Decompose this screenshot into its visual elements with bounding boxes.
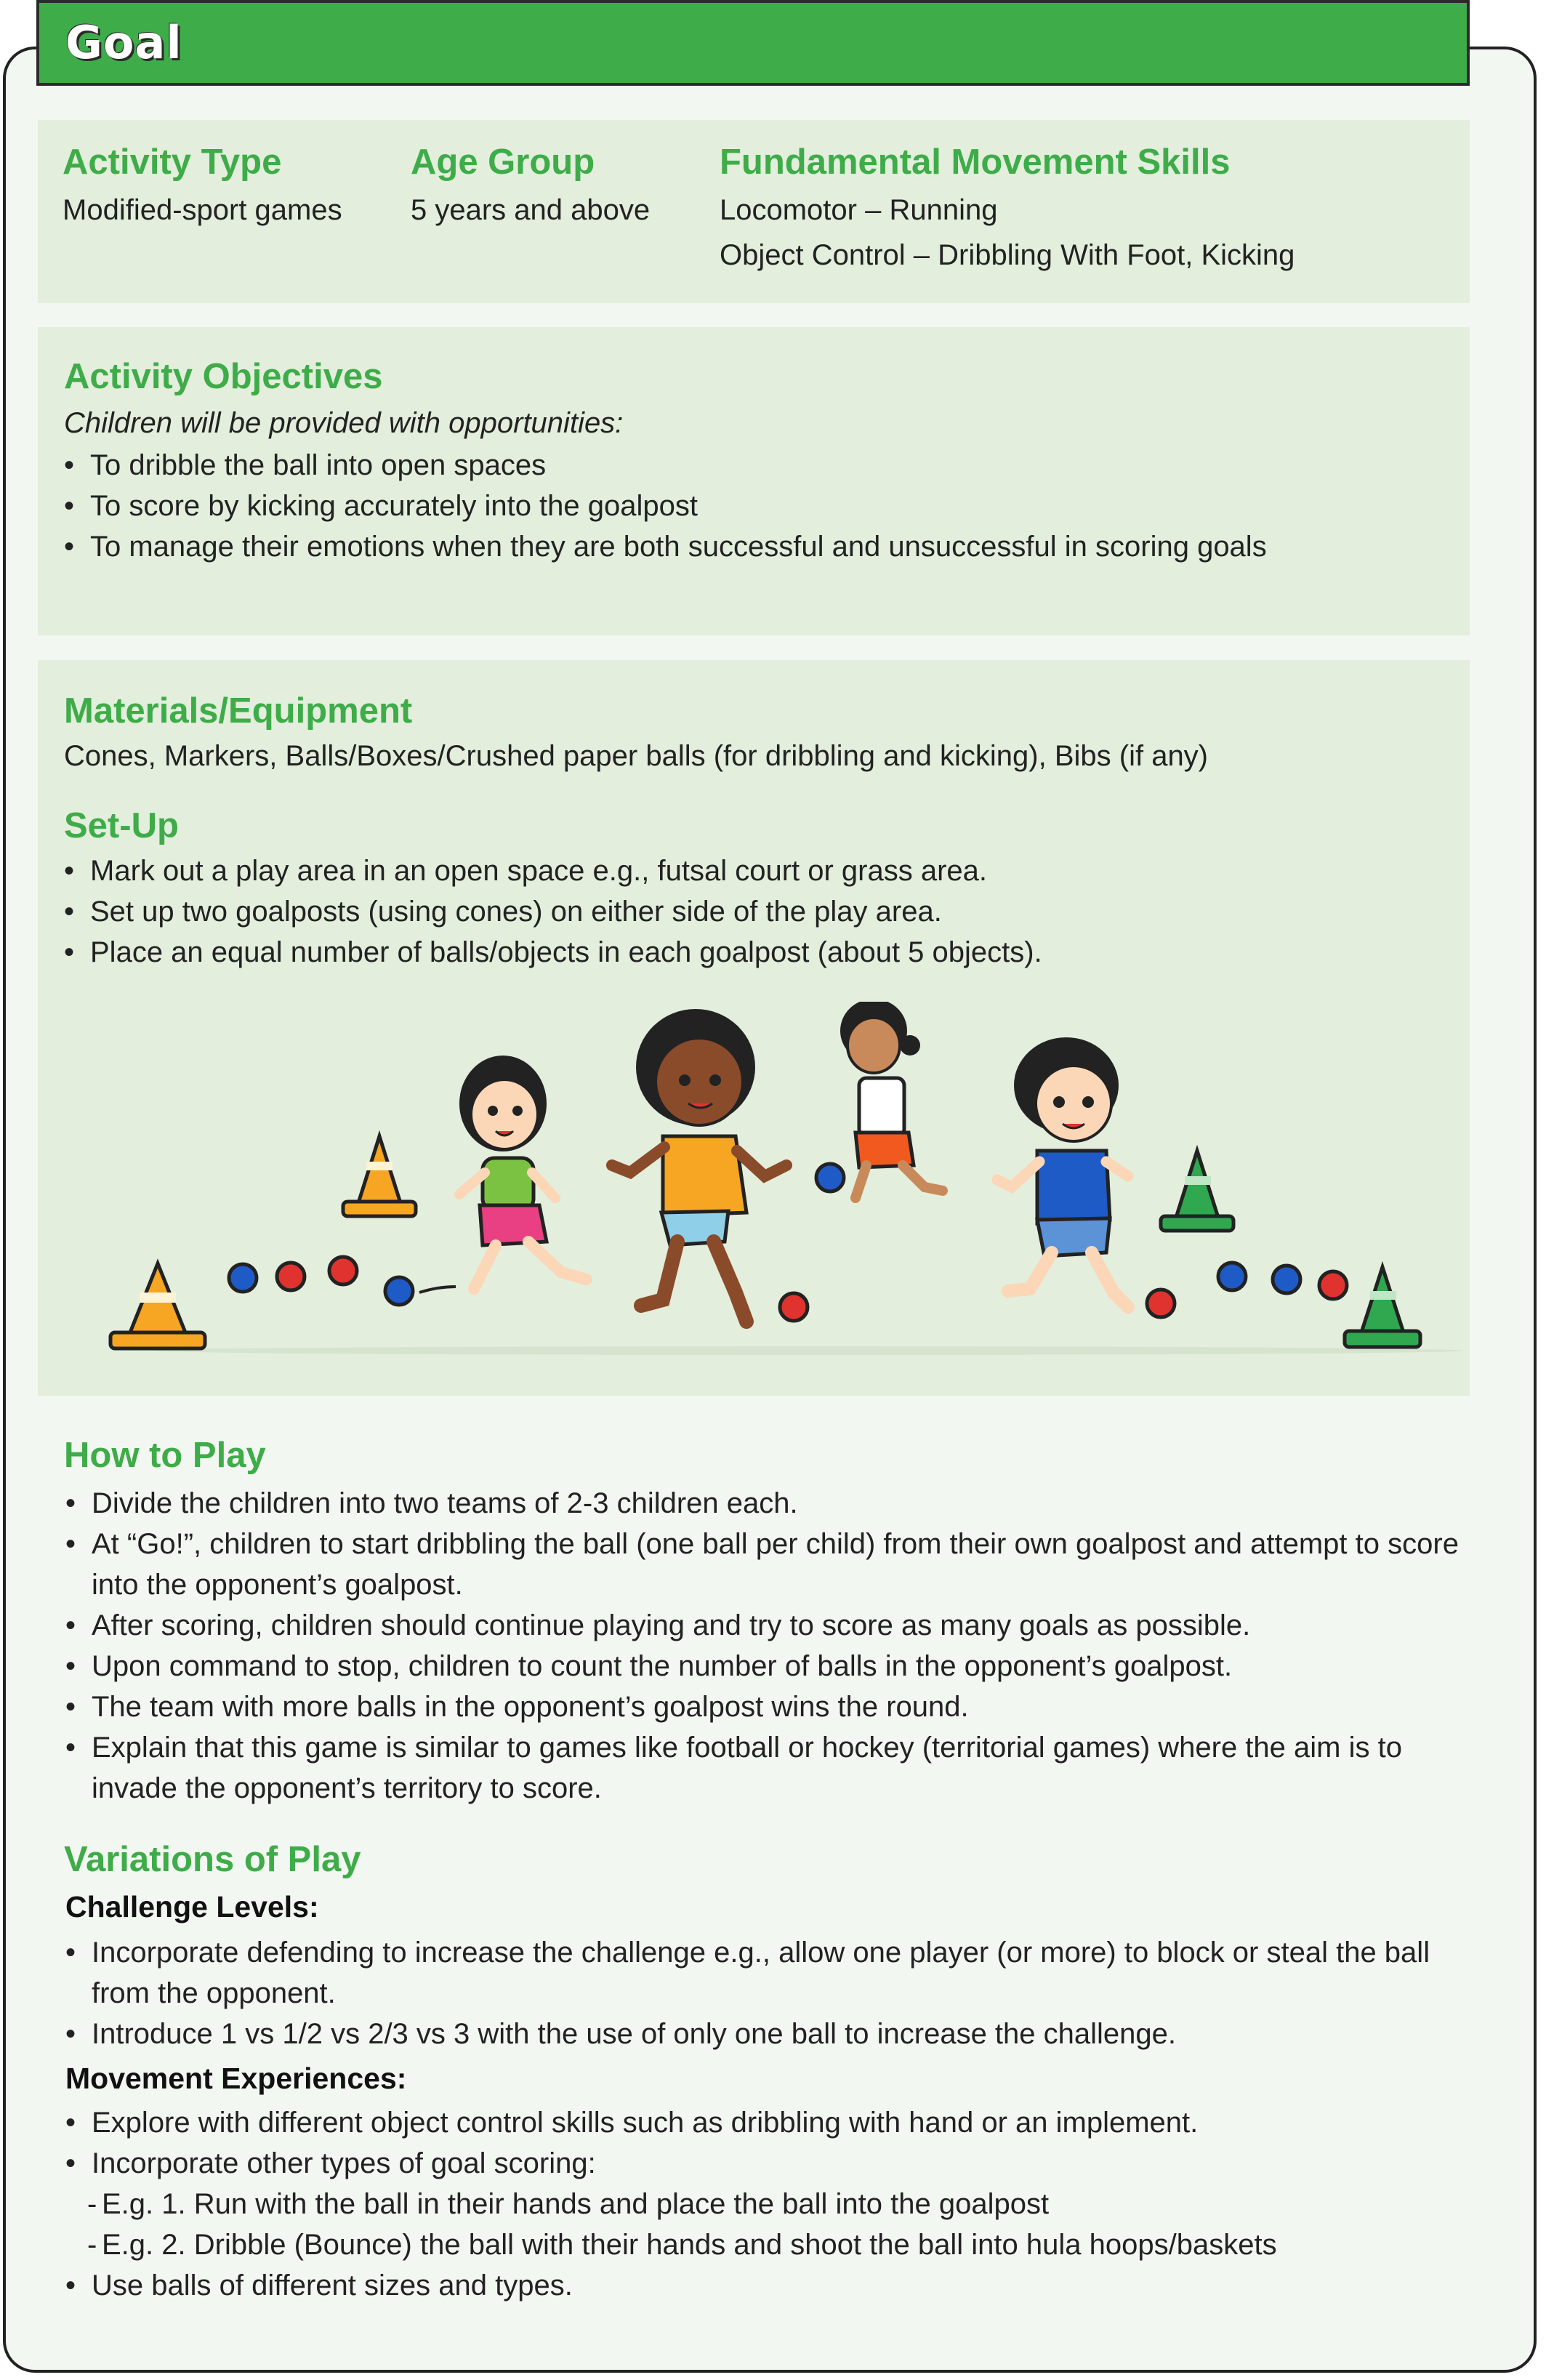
list-item: • To score by kicking accurately into the goalpost [64, 486, 1445, 526]
list-item: • Mark out a play area in an open space e.g., futsal court or grass area. [64, 851, 1445, 891]
list-item: • At “Go!”, children to start dribbling the ball (one ball per child) from their own goalpost and attempt to score into the opponent’s goalpost. [65, 1524, 1490, 1605]
children-playing-illustration [38, 1002, 1470, 1394]
challenge-levels-heading: Challenge Levels: [65, 1890, 319, 1923]
page-title: Goal [65, 16, 182, 69]
blue-ball-icon [1273, 1266, 1300, 1293]
skills-label: Fundamental Movement Skills [720, 142, 1231, 182]
list-item: • Explore with different object control skills such as dribbling with hand or an implement. [65, 2102, 1490, 2143]
red-ball-icon [1147, 1290, 1175, 1317]
activity-type-value: Modified-sport games [63, 194, 342, 226]
objectives-panel [38, 327, 1470, 635]
movement-sub-list [65, 2184, 1490, 2265]
how-to-play-heading: How to Play [64, 1436, 266, 1475]
blue-ball-icon [229, 1264, 257, 1292]
list-item: • Explain that this game is similar to games like football or hockey (territorial games) where the aim is to invade the opponent’s territory to score. [65, 1727, 1490, 1809]
list-item: • The team with more balls in the opponent’s goalpost wins the round. [65, 1686, 1490, 1727]
challenge-levels-list [65, 1932, 1490, 2054]
list-item: • Place an equal number of balls/objects in each goalpost (about 5 objects). [64, 932, 1445, 973]
orange-cone-icon [343, 1136, 416, 1216]
skills-line-1: Locomotor – Running [720, 194, 998, 226]
activity-type-label: Activity Type [63, 142, 282, 182]
variations-heading: Variations of Play [64, 1840, 361, 1879]
blue-ball-icon [385, 1277, 413, 1305]
blue-ball-icon [816, 1164, 844, 1191]
list-item: • After scoring, children should continue playing and try to score as many goals as possible. [65, 1605, 1490, 1646]
red-ball-icon [780, 1293, 808, 1321]
orange-cone-icon [110, 1263, 205, 1348]
red-ball-icon [277, 1263, 305, 1290]
green-cone-icon [1161, 1151, 1233, 1231]
list-item: • Incorporate other types of goal scoring: [65, 2143, 1490, 2184]
setup-heading: Set-Up [64, 806, 179, 845]
list-item: • Set up two goalposts (using cones) on either side of the play area. [64, 891, 1445, 932]
skills-line-2: Object Control – Dribbling With Foot, Kicking [720, 239, 1295, 271]
how-to-play-list [65, 1483, 1490, 1809]
list-item: - E.g. 1. Run with the ball in their hands and place the ball into the goalpost [65, 2184, 1490, 2224]
girl-green-shirt-figure [459, 1056, 587, 1289]
list-item: • Introduce 1 vs 1/2 vs 2/3 vs 3 with the use of only one ball to increase the challenge. [65, 2014, 1490, 2054]
objectives-list [64, 445, 1445, 567]
age-group-value: 5 years and above [411, 194, 651, 226]
movement-last-list [65, 2265, 1490, 2306]
movement-experiences-list [65, 2102, 1490, 2184]
boy-blue-shirt-figure [997, 1037, 1128, 1307]
blue-ball-icon [1218, 1263, 1246, 1290]
info-panel [38, 120, 1470, 303]
list-item: • To dribble the ball into open spaces [64, 445, 1445, 486]
objectives-heading: Activity Objectives [64, 357, 383, 396]
list-item: • Divide the children into two teams of 2-3 children each. [65, 1483, 1490, 1524]
green-cone-icon [1345, 1267, 1420, 1347]
materials-text: Cones, Markers, Balls/Boxes/Crushed paper balls (for dribbling and kicking), Bibs (if any) [64, 740, 1209, 772]
list-item: • Use balls of different sizes and types. [65, 2265, 1490, 2306]
list-item: • To manage their emotions when they are both successful and unsuccessful in scoring goals [64, 526, 1445, 567]
materials-panel [38, 660, 1470, 1396]
materials-heading: Materials/Equipment [64, 691, 413, 731]
setup-list [64, 851, 1445, 973]
girl-white-shirt-figure [840, 1002, 943, 1198]
age-group-label: Age Group [411, 142, 595, 182]
objectives-intro: Children will be provided with opportunities: [64, 407, 624, 439]
title-bar [36, 0, 1470, 86]
list-item: - E.g. 2. Dribble (Bounce) the ball with their hands and shoot the ball into hula hoops/baskets [65, 2224, 1490, 2265]
list-item: • Upon command to stop, children to count the number of balls in the opponent’s goalpost. [65, 1646, 1490, 1686]
red-ball-icon [1319, 1271, 1347, 1299]
movement-experiences-heading: Movement Experiences: [65, 2062, 407, 2095]
red-ball-icon [329, 1257, 357, 1285]
ground-shadow [154, 1346, 1462, 1355]
boy-orange-shirt-figure [612, 1009, 786, 1322]
list-item: • Incorporate defending to increase the challenge e.g., allow one player (or more) to block or steal the ball from the opponent. [65, 1932, 1490, 2014]
